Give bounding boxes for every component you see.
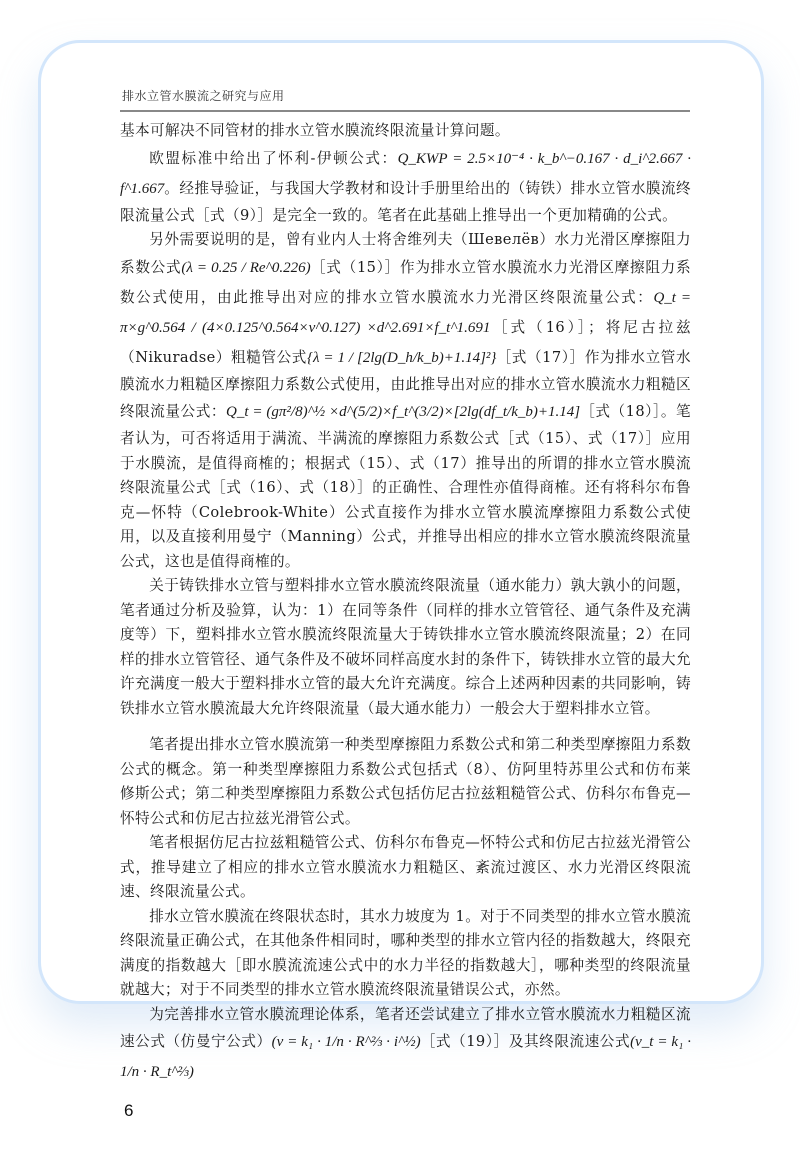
paragraph-text: 排水立管水膜流在终限状态时，其水力坡度为 1。对于不同类型的排水立管水膜流终限流量正确公式，在其他条件相同时，哪种类型的排水立管内径的指数越大，终限充满度的指数越大［即水膜流流速公式中的水力半径的指数越大］，哪种类型的终限流量就越大；对于不同类型的排水立管水膜流终限流量错误公式，亦然。	[120, 907, 691, 998]
paragraph-text: 笔者提出排水立管水膜流第一种类型摩擦阻力系数公式和第二种类型摩擦阻力系数公式的概念。第一种类型摩擦阻力系数公式包括式（8）、仿阿里特苏里公式和仿布莱修斯公式；第二种类型摩擦阻力系数公式包括仿尼古拉兹粗糙管公式、仿科尔布鲁克—怀特公式和仿尼古拉兹光滑管公式。	[120, 736, 691, 827]
formula: Q_KWP = 2.5×10⁻⁴ · k_b^−0.167 · d_i^2.667 · f^1.667	[120, 150, 691, 197]
paragraph-text: ［式（16）］；将尼古拉兹（Nikuradse）粗糙管公式	[120, 318, 692, 366]
paragraph-text: ［式（15）］作为排水立管水膜流水力光滑区摩擦阻力系数公式使用，由此推导出对应的排水立管水膜流水力光滑区终限流量公式：	[120, 258, 691, 306]
paragraph-text: 笔者根据仿尼古拉兹粗糙管公式、仿科尔布鲁克—怀特公式和仿尼古拉兹光滑管公式，推导建立了相应的排水立管水膜流水力粗糙区、紊流过渡区、水力光滑区终限流速、终限流量公式。	[120, 834, 691, 900]
paragraph	[120, 119, 691, 144]
paragraph	[120, 574, 691, 721]
formula: {λ = 1 / [2lg(D_h/k_b)+1.14]²}	[306, 349, 497, 366]
formula: Q_t = π×g^0.564 / (4×0.125^0.564×ν^0.127) ×d^2.691×f_t^1.691	[120, 289, 691, 336]
paragraph-text: 基本可解决不同管材的排水立管水膜流终限流量计算问题。	[120, 122, 510, 139]
running-title: 排水立管水膜流之研究与应用	[122, 89, 285, 103]
paragraph-text: 为完善排水立管水膜流理论体系，笔者还尝试建立了排水立管水膜流水力粗糙区流速公式（仿曼宁公式）	[120, 1005, 691, 1050]
paragraph-text: ［式（19）］及其终限流速公式	[420, 1033, 631, 1050]
page-number: 6	[124, 1101, 134, 1120]
body-text	[120, 119, 691, 1087]
paragraph-text: 。经推导验证，与我国大学教材和设计手册里给出的（铸铁）排水立管水膜流终限流量公式［式（9）］是完全一致的。笔者在此基础上推导出一个更加精确的公式。	[120, 179, 691, 224]
paragraph	[120, 1003, 691, 1088]
paragraph-text: 欧盟标准中给出了怀利-伊顿公式：	[149, 149, 398, 167]
paragraph-text: 关于铸铁排水立管与塑料排水立管水膜流终限流量（通水能力）孰大孰小的问题，笔者通过分析及验算，认为：1）在同等条件（同样的排水立管管径、通气条件及充满度等）下，塑料排水立管水膜流终限流量大于铸铁排水立管水膜流终限流量；2）在同样的排水立管管径、通气条件及不破坏同样高度水封的条件下，铸铁排水立管的最大允许充满度一般大于塑料排水立管的最大允许充满度。综合上述两种因素的共同影响，铸铁排水立管水膜流最大允许终限流量（最大通水能力）一般会大于塑料排水立管。	[120, 577, 691, 717]
paragraph	[120, 228, 691, 574]
paragraph	[120, 733, 691, 831]
paragraph	[120, 905, 691, 1003]
formula: (v = k₁ · 1/n · R^⅔ · i^½)	[271, 1034, 421, 1050]
formula: Q_t = (gπ²/8)^½ ×d^(5/2)×f_t^(3/2)×[2lg(df_t/k_b)+1.14]	[225, 404, 581, 420]
paragraph	[120, 831, 691, 905]
formula: (v_t = k₁ · 1/n · R_t^⅔)	[120, 1034, 691, 1080]
paragraph-text: ［式（17）］作为排水立管水膜流水力粗糙区摩擦阻力系数公式使用，由此推导出对应的排水立管水膜流水力粗糙区终限流量公式：	[120, 348, 691, 420]
page-column	[120, 88, 691, 1121]
paragraph	[120, 144, 691, 229]
header-rule	[120, 110, 690, 112]
formula: (λ = 0.25 / Re^0.226)	[181, 259, 311, 276]
paragraph-text: 另外需要说明的是，曾有业内人士将舍维列夫（Шевелёв）水力光滑区摩擦阻力系数公式	[120, 231, 691, 276]
paragraph-text: ［式（18）］。笔者认为，可否将适用于满流、半满流的摩擦阻力系数公式［式（15）、式（17）］应用于水膜流，是值得商榷的；根据式（15）、式（17）推导出的所谓的排水立管水膜流终限流量公式［式（16）、式（18）］的正确性、合理性亦值得商榷。还有将科尔布鲁克—怀特（Colebrook-White）公式直接作为排水立管水膜流摩擦阻力系数公式使用，以及直接利用曼宁（Manning）公式，并推导出相应的排水立管水膜流终限流量公式，这也是值得商榷的。	[120, 403, 691, 570]
